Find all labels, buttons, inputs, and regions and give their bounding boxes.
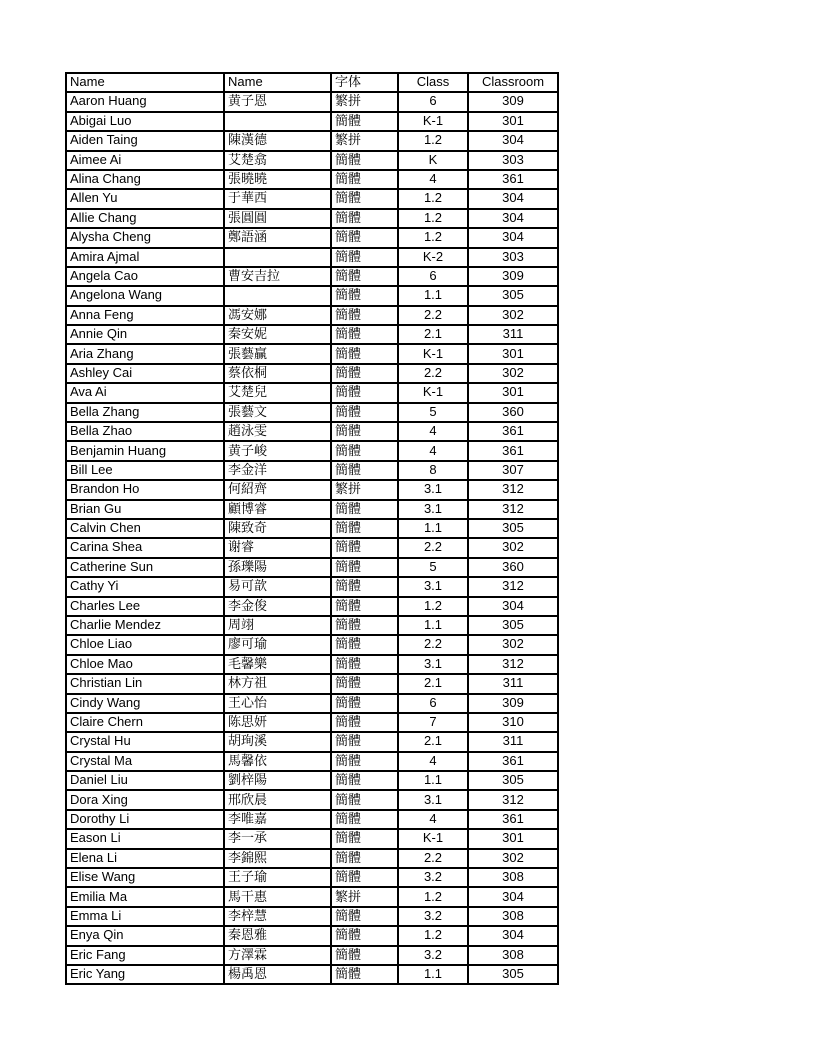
table-row (66, 364, 558, 383)
table-row (66, 480, 558, 499)
cell-english-name: Ava Ai (66, 383, 224, 402)
table-row (66, 383, 558, 402)
column-header-classroom: Classroom (468, 73, 558, 92)
cell-english-name: Annie Qin (66, 325, 224, 344)
cell-english-name: Brandon Ho (66, 480, 224, 499)
table-row (66, 112, 558, 131)
cell-class: 2.1 (398, 674, 468, 693)
cell-font-type: 簡體 (331, 422, 398, 441)
cell-font-type: 繁拼 (331, 131, 398, 150)
cell-english-name: Catherine Sun (66, 558, 224, 577)
cell-chinese-name: 艾楚兒 (224, 383, 331, 402)
table-row (66, 92, 558, 111)
cell-english-name: Emilia Ma (66, 887, 224, 906)
cell-chinese-name: 秦恩雅 (224, 926, 331, 945)
cell-font-type: 簡體 (331, 151, 398, 170)
cell-font-type: 簡體 (331, 771, 398, 790)
cell-classroom: 361 (468, 441, 558, 460)
cell-chinese-name: 張藝文 (224, 403, 331, 422)
cell-class: 3.2 (398, 946, 468, 965)
cell-font-type: 繁拼 (331, 92, 398, 111)
table-row (66, 344, 558, 363)
cell-english-name: Bella Zhang (66, 403, 224, 422)
cell-font-type: 簡體 (331, 306, 398, 325)
cell-english-name: Eason Li (66, 829, 224, 848)
cell-classroom: 304 (468, 926, 558, 945)
table-row (66, 926, 558, 945)
cell-class: 3.1 (398, 577, 468, 596)
cell-font-type: 簡體 (331, 946, 398, 965)
cell-classroom: 309 (468, 694, 558, 713)
cell-class: 1.2 (398, 887, 468, 906)
table-row (66, 849, 558, 868)
cell-class: K-1 (398, 829, 468, 848)
table-row (66, 170, 558, 189)
cell-chinese-name: 黄子恩 (224, 92, 331, 111)
cell-font-type: 簡體 (331, 965, 398, 984)
cell-classroom: 305 (468, 965, 558, 984)
cell-chinese-name: 方澤霖 (224, 946, 331, 965)
table-row (66, 558, 558, 577)
table-row (66, 577, 558, 596)
cell-font-type: 簡體 (331, 267, 398, 286)
cell-english-name: Calvin Chen (66, 519, 224, 538)
cell-classroom: 308 (468, 868, 558, 887)
cell-english-name: Crystal Ma (66, 752, 224, 771)
cell-class: 1.1 (398, 771, 468, 790)
cell-classroom: 312 (468, 655, 558, 674)
table-row (66, 403, 558, 422)
cell-english-name: Anna Feng (66, 306, 224, 325)
cell-chinese-name: 林方祖 (224, 674, 331, 693)
cell-chinese-name: 陳致奇 (224, 519, 331, 538)
cell-english-name: Aiden Taing (66, 131, 224, 150)
cell-class: 1.2 (398, 131, 468, 150)
cell-class: 3.2 (398, 868, 468, 887)
table-row (66, 790, 558, 809)
cell-chinese-name: 何紹齊 (224, 480, 331, 499)
cell-class: 1.1 (398, 965, 468, 984)
table-row (66, 267, 558, 286)
cell-classroom: 302 (468, 306, 558, 325)
cell-font-type: 簡體 (331, 364, 398, 383)
cell-class: 1.1 (398, 616, 468, 635)
cell-classroom: 302 (468, 635, 558, 654)
cell-font-type: 簡體 (331, 810, 398, 829)
cell-classroom: 304 (468, 228, 558, 247)
table-row (66, 635, 558, 654)
cell-class: K-1 (398, 112, 468, 131)
cell-class: 1.1 (398, 519, 468, 538)
cell-class: K-1 (398, 383, 468, 402)
table-row (66, 500, 558, 519)
table-row (66, 422, 558, 441)
cell-english-name: Christian Lin (66, 674, 224, 693)
cell-class: 4 (398, 752, 468, 771)
cell-english-name: Chloe Liao (66, 635, 224, 654)
table-row (66, 519, 558, 538)
cell-class: 8 (398, 461, 468, 480)
table-row (66, 965, 558, 984)
cell-english-name: Chloe Mao (66, 655, 224, 674)
table-row (66, 868, 558, 887)
cell-chinese-name: 孫瓅陽 (224, 558, 331, 577)
column-header-chinese-name: Name (224, 73, 331, 92)
table-row (66, 752, 558, 771)
cell-font-type: 簡體 (331, 907, 398, 926)
table-body (66, 92, 558, 984)
cell-chinese-name: 李金洋 (224, 461, 331, 480)
cell-chinese-name: 于華西 (224, 189, 331, 208)
cell-font-type: 簡體 (331, 674, 398, 693)
cell-chinese-name: 李一承 (224, 829, 331, 848)
cell-font-type: 簡體 (331, 170, 398, 189)
cell-chinese-name: 秦安妮 (224, 325, 331, 344)
cell-class: K-2 (398, 248, 468, 267)
cell-classroom: 301 (468, 383, 558, 402)
cell-chinese-name (224, 286, 331, 305)
table-row (66, 713, 558, 732)
cell-class: 1.2 (398, 926, 468, 945)
cell-font-type: 簡體 (331, 694, 398, 713)
cell-font-type: 繁拼 (331, 480, 398, 499)
cell-font-type: 繁拼 (331, 887, 398, 906)
cell-english-name: Alina Chang (66, 170, 224, 189)
cell-font-type: 簡體 (331, 383, 398, 402)
cell-class: 3.1 (398, 500, 468, 519)
table-row (66, 810, 558, 829)
cell-class: 2.2 (398, 849, 468, 868)
cell-chinese-name: 邢欣晨 (224, 790, 331, 809)
cell-classroom: 301 (468, 344, 558, 363)
cell-class: 2.2 (398, 635, 468, 654)
cell-english-name: Claire Chern (66, 713, 224, 732)
table-row (66, 655, 558, 674)
cell-font-type: 簡體 (331, 228, 398, 247)
cell-english-name: Alysha Cheng (66, 228, 224, 247)
student-roster-table (65, 72, 559, 985)
cell-chinese-name: 顧博睿 (224, 500, 331, 519)
cell-font-type: 簡體 (331, 597, 398, 616)
cell-classroom: 311 (468, 674, 558, 693)
cell-english-name: Emma Li (66, 907, 224, 926)
table-row (66, 286, 558, 305)
cell-english-name: Bill Lee (66, 461, 224, 480)
cell-class: 4 (398, 441, 468, 460)
cell-classroom: 303 (468, 151, 558, 170)
cell-classroom: 312 (468, 577, 558, 596)
cell-classroom: 311 (468, 732, 558, 751)
cell-english-name: Crystal Hu (66, 732, 224, 751)
cell-font-type: 簡體 (331, 655, 398, 674)
cell-class: 1.1 (398, 286, 468, 305)
cell-chinese-name: 艾楚翕 (224, 151, 331, 170)
cell-english-name: Aaron Huang (66, 92, 224, 111)
cell-chinese-name: 張圓圓 (224, 209, 331, 228)
cell-chinese-name: 劉梓陽 (224, 771, 331, 790)
cell-chinese-name: 李唯嘉 (224, 810, 331, 829)
cell-classroom: 361 (468, 170, 558, 189)
cell-classroom: 311 (468, 325, 558, 344)
cell-classroom: 305 (468, 519, 558, 538)
cell-chinese-name: 周翊 (224, 616, 331, 635)
cell-chinese-name: 馬干惠 (224, 887, 331, 906)
cell-chinese-name: 廖可瑜 (224, 635, 331, 654)
cell-font-type: 簡體 (331, 344, 398, 363)
table-row (66, 887, 558, 906)
cell-chinese-name: 張曉曉 (224, 170, 331, 189)
cell-chinese-name: 鄭語涵 (224, 228, 331, 247)
cell-font-type: 簡體 (331, 189, 398, 208)
cell-class: 1.2 (398, 189, 468, 208)
cell-english-name: Charlie Mendez (66, 616, 224, 635)
cell-class: 6 (398, 92, 468, 111)
cell-classroom: 361 (468, 752, 558, 771)
cell-english-name: Elise Wang (66, 868, 224, 887)
cell-classroom: 305 (468, 286, 558, 305)
cell-classroom: 304 (468, 131, 558, 150)
cell-font-type: 簡體 (331, 868, 398, 887)
cell-english-name: Ashley Cai (66, 364, 224, 383)
cell-font-type: 簡體 (331, 616, 398, 635)
cell-english-name: Allen Yu (66, 189, 224, 208)
cell-class: 3.1 (398, 480, 468, 499)
cell-font-type: 簡體 (331, 926, 398, 945)
table-row (66, 694, 558, 713)
cell-english-name: Angelona Wang (66, 286, 224, 305)
cell-class: 6 (398, 267, 468, 286)
cell-english-name: Dorothy Li (66, 810, 224, 829)
cell-chinese-name: 胡珣溪 (224, 732, 331, 751)
cell-classroom: 312 (468, 500, 558, 519)
cell-english-name: Benjamin Huang (66, 441, 224, 460)
cell-class: 4 (398, 810, 468, 829)
cell-chinese-name: 黄子峻 (224, 441, 331, 460)
table-row (66, 616, 558, 635)
cell-chinese-name: 蔡依桐 (224, 364, 331, 383)
cell-class: K (398, 151, 468, 170)
cell-english-name: Elena Li (66, 849, 224, 868)
cell-english-name: Charles Lee (66, 597, 224, 616)
cell-classroom: 307 (468, 461, 558, 480)
cell-classroom: 302 (468, 364, 558, 383)
cell-chinese-name: 曹安吉拉 (224, 267, 331, 286)
cell-font-type: 簡體 (331, 248, 398, 267)
cell-font-type: 簡體 (331, 829, 398, 848)
cell-english-name: Brian Gu (66, 500, 224, 519)
cell-chinese-name: 陈思妍 (224, 713, 331, 732)
cell-class: 3.1 (398, 655, 468, 674)
cell-classroom: 301 (468, 112, 558, 131)
cell-font-type: 簡體 (331, 849, 398, 868)
cell-class: 1.2 (398, 228, 468, 247)
cell-english-name: Carina Shea (66, 538, 224, 557)
cell-font-type: 簡體 (331, 209, 398, 228)
table-row (66, 131, 558, 150)
cell-english-name: Daniel Liu (66, 771, 224, 790)
cell-classroom: 305 (468, 771, 558, 790)
cell-english-name: Eric Yang (66, 965, 224, 984)
table-row (66, 829, 558, 848)
column-header-english-name: Name (66, 73, 224, 92)
table-row (66, 907, 558, 926)
cell-font-type: 簡體 (331, 519, 398, 538)
cell-english-name: Aimee Ai (66, 151, 224, 170)
cell-chinese-name: 王子瑜 (224, 868, 331, 887)
table-row (66, 189, 558, 208)
cell-english-name: Aria Zhang (66, 344, 224, 363)
cell-english-name: Cathy Yi (66, 577, 224, 596)
table-row (66, 732, 558, 751)
cell-class: 6 (398, 694, 468, 713)
cell-class: 5 (398, 558, 468, 577)
cell-class: 2.2 (398, 538, 468, 557)
cell-classroom: 303 (468, 248, 558, 267)
cell-class: 2.2 (398, 364, 468, 383)
cell-classroom: 304 (468, 189, 558, 208)
cell-class: K-1 (398, 344, 468, 363)
cell-font-type: 簡體 (331, 635, 398, 654)
cell-chinese-name: 趙泳雯 (224, 422, 331, 441)
cell-classroom: 360 (468, 558, 558, 577)
cell-classroom: 308 (468, 946, 558, 965)
cell-chinese-name: 馮安娜 (224, 306, 331, 325)
cell-classroom: 309 (468, 92, 558, 111)
cell-font-type: 簡體 (331, 558, 398, 577)
cell-font-type: 簡體 (331, 441, 398, 460)
cell-classroom: 304 (468, 209, 558, 228)
cell-class: 3.1 (398, 790, 468, 809)
cell-font-type: 簡體 (331, 713, 398, 732)
cell-class: 4 (398, 170, 468, 189)
table-row (66, 597, 558, 616)
table-row (66, 946, 558, 965)
cell-classroom: 304 (468, 887, 558, 906)
table-row (66, 538, 558, 557)
cell-class: 1.2 (398, 597, 468, 616)
cell-class: 4 (398, 422, 468, 441)
cell-chinese-name: 陳漢德 (224, 131, 331, 150)
cell-font-type: 簡體 (331, 790, 398, 809)
cell-font-type: 簡體 (331, 325, 398, 344)
cell-chinese-name: 王心怡 (224, 694, 331, 713)
table-row (66, 325, 558, 344)
table-row (66, 151, 558, 170)
cell-classroom: 310 (468, 713, 558, 732)
cell-chinese-name: 李梓慧 (224, 907, 331, 926)
cell-classroom: 308 (468, 907, 558, 926)
cell-classroom: 312 (468, 790, 558, 809)
cell-classroom: 309 (468, 267, 558, 286)
cell-classroom: 360 (468, 403, 558, 422)
column-header-font-type: 字体 (331, 73, 398, 92)
cell-english-name: Amira Ajmal (66, 248, 224, 267)
cell-classroom: 361 (468, 810, 558, 829)
cell-english-name: Cindy Wang (66, 694, 224, 713)
cell-font-type: 簡體 (331, 500, 398, 519)
cell-classroom: 302 (468, 849, 558, 868)
column-header-class: Class (398, 73, 468, 92)
cell-english-name: Angela Cao (66, 267, 224, 286)
table-row (66, 771, 558, 790)
header-row (66, 73, 558, 92)
cell-chinese-name: 李金俊 (224, 597, 331, 616)
cell-english-name: Bella Zhao (66, 422, 224, 441)
cell-english-name: Abigai Luo (66, 112, 224, 131)
cell-class: 2.1 (398, 325, 468, 344)
cell-class: 2.1 (398, 732, 468, 751)
cell-classroom: 301 (468, 829, 558, 848)
cell-font-type: 簡體 (331, 752, 398, 771)
cell-chinese-name: 谢睿 (224, 538, 331, 557)
table-row (66, 228, 558, 247)
cell-english-name: Enya Qin (66, 926, 224, 945)
cell-chinese-name (224, 112, 331, 131)
cell-chinese-name: 毛馨樂 (224, 655, 331, 674)
cell-font-type: 簡體 (331, 286, 398, 305)
cell-chinese-name: 易可歆 (224, 577, 331, 596)
cell-classroom: 361 (468, 422, 558, 441)
cell-classroom: 302 (468, 538, 558, 557)
cell-class: 5 (398, 403, 468, 422)
cell-english-name: Eric Fang (66, 946, 224, 965)
cell-class: 7 (398, 713, 468, 732)
cell-font-type: 簡體 (331, 538, 398, 557)
cell-font-type: 簡體 (331, 732, 398, 751)
cell-class: 2.2 (398, 306, 468, 325)
cell-chinese-name: 李錦熙 (224, 849, 331, 868)
cell-font-type: 簡體 (331, 461, 398, 480)
cell-font-type: 簡體 (331, 112, 398, 131)
cell-chinese-name: 楊禹恩 (224, 965, 331, 984)
table-row (66, 674, 558, 693)
cell-chinese-name: 張藝贏 (224, 344, 331, 363)
table-row (66, 461, 558, 480)
cell-chinese-name (224, 248, 331, 267)
table-row (66, 248, 558, 267)
cell-classroom: 305 (468, 616, 558, 635)
cell-english-name: Allie Chang (66, 209, 224, 228)
table-row (66, 441, 558, 460)
cell-class: 3.2 (398, 907, 468, 926)
table-row (66, 209, 558, 228)
table-row (66, 306, 558, 325)
cell-font-type: 簡體 (331, 403, 398, 422)
cell-english-name: Dora Xing (66, 790, 224, 809)
cell-font-type: 簡體 (331, 577, 398, 596)
cell-class: 1.2 (398, 209, 468, 228)
cell-chinese-name: 馬馨依 (224, 752, 331, 771)
cell-classroom: 304 (468, 597, 558, 616)
cell-classroom: 312 (468, 480, 558, 499)
